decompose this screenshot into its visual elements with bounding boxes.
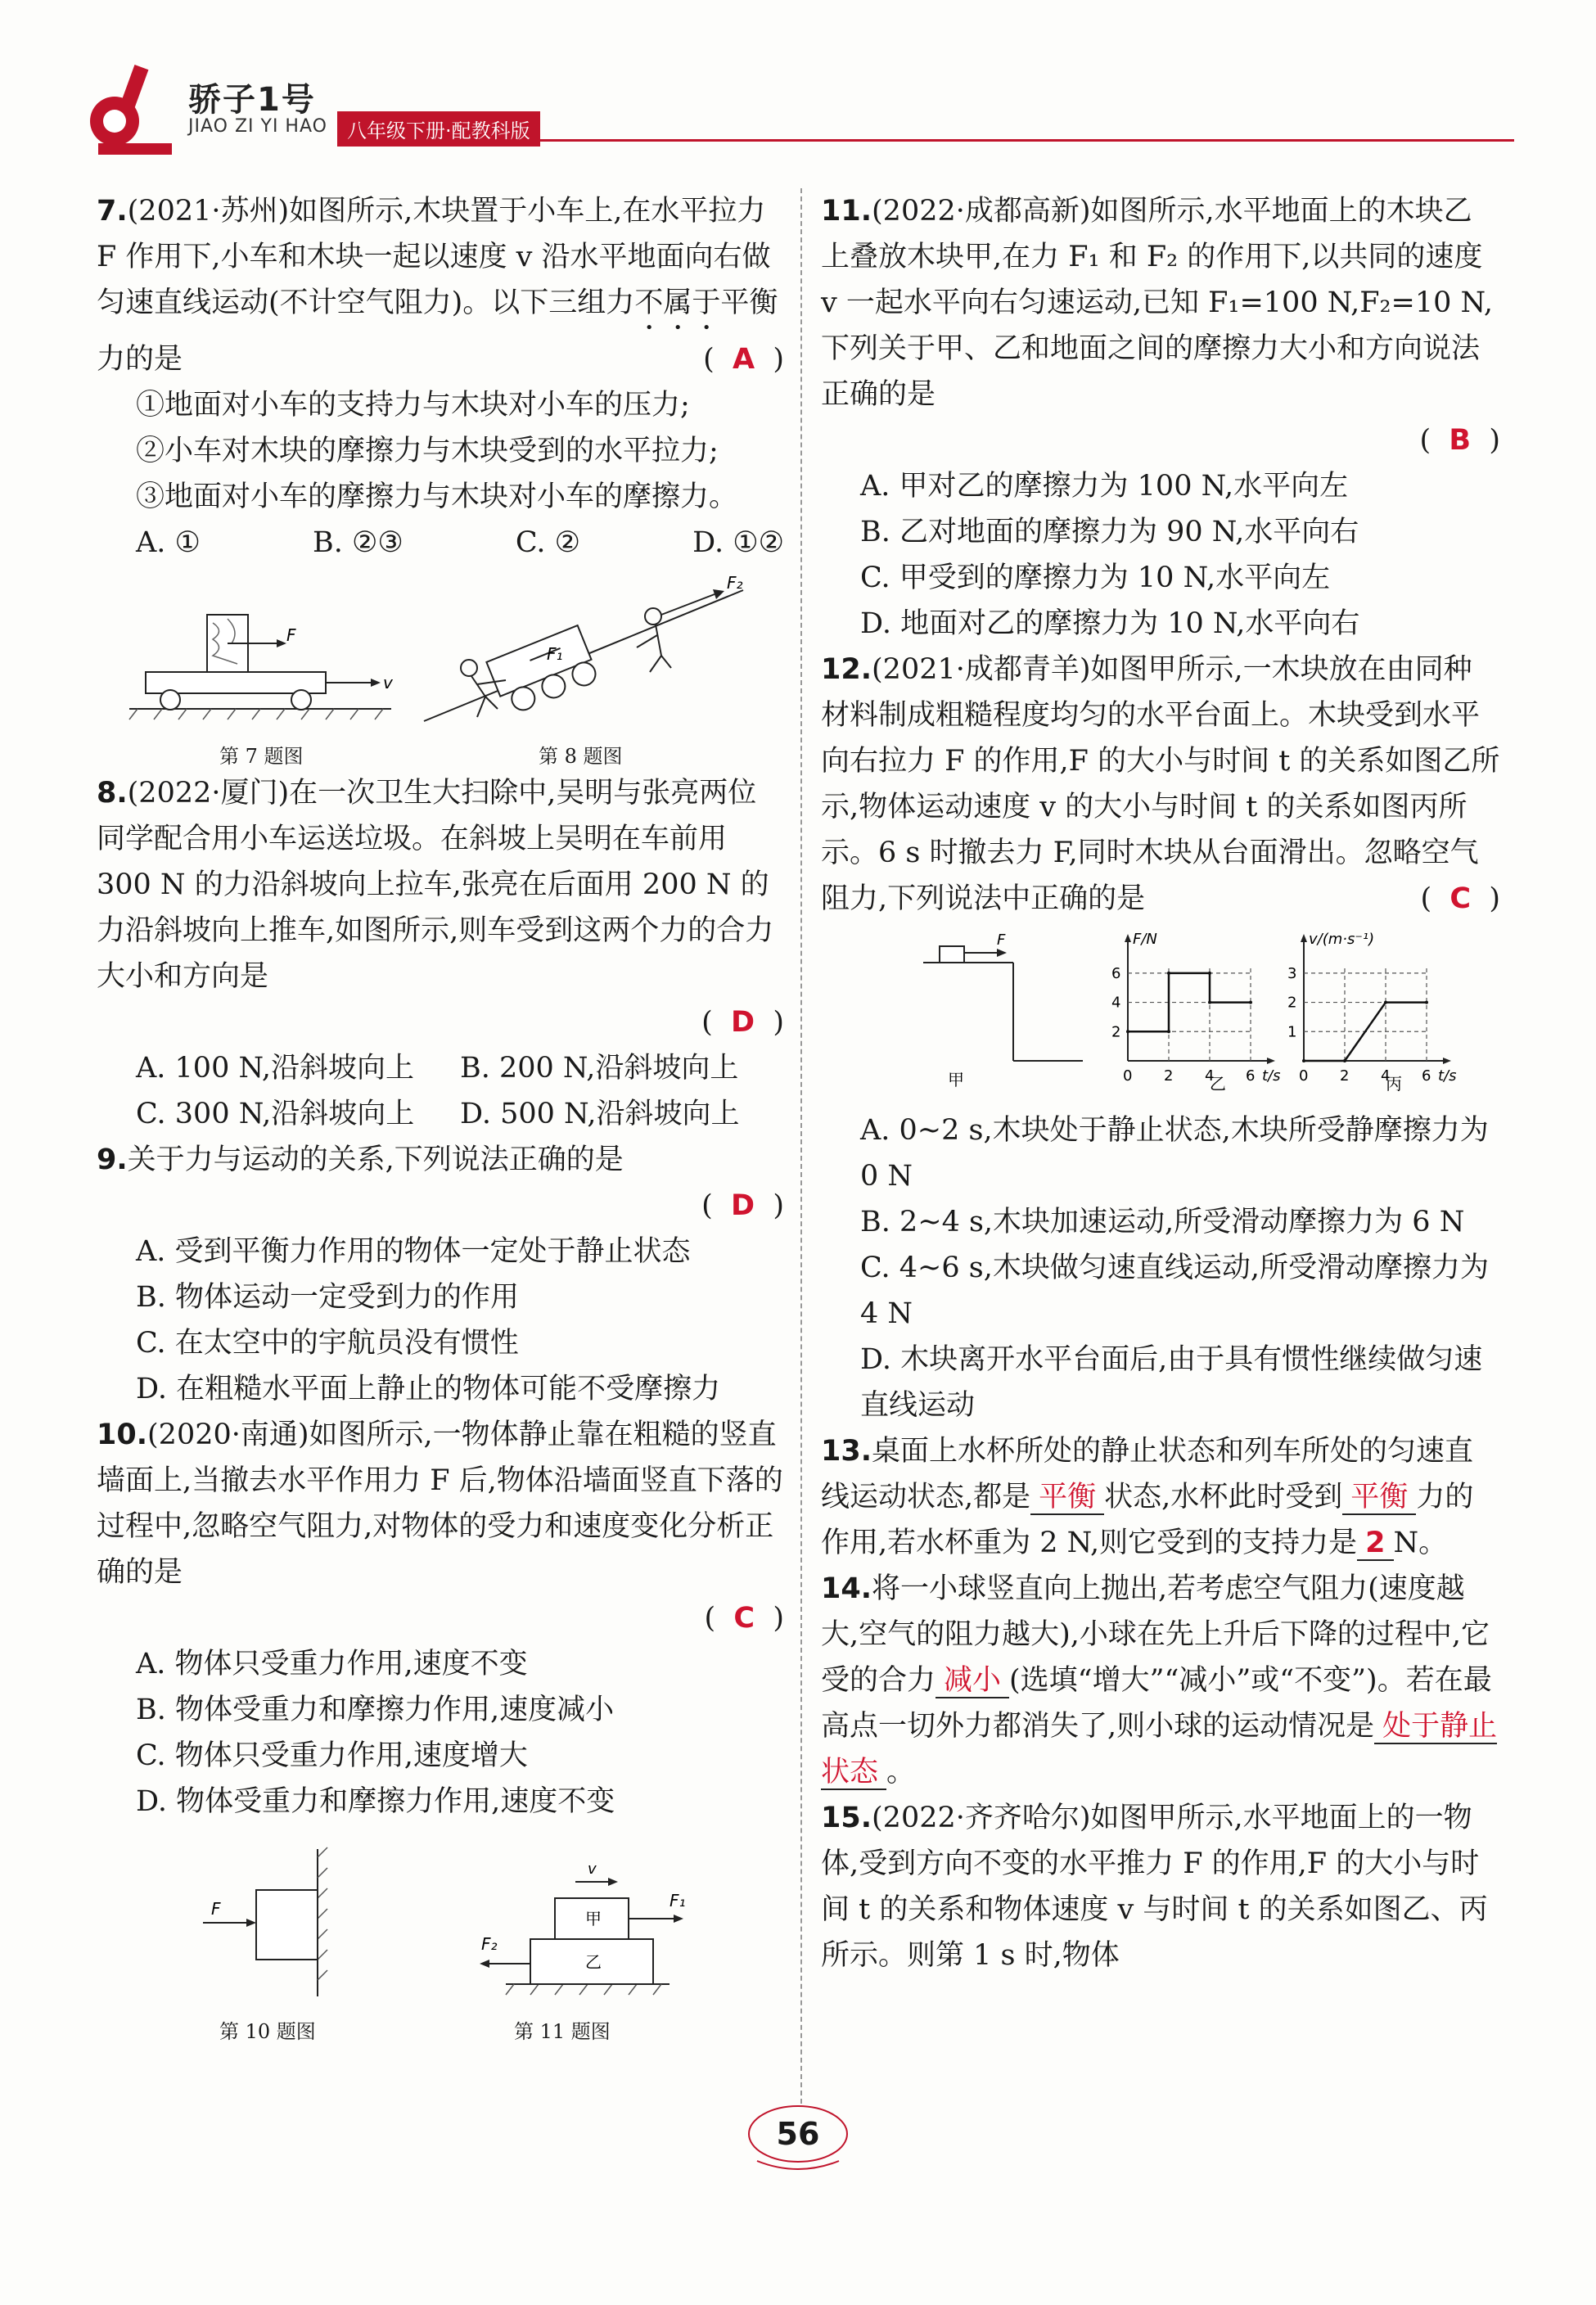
label-top-block: 甲: [585, 1909, 602, 1928]
y-axis-label: v/(m·s⁻¹): [1309, 931, 1375, 948]
option-d: D. ①②: [692, 526, 784, 559]
question-text: 。: [886, 1756, 916, 1789]
question-15: [821, 1795, 1500, 1978]
chart-F-t: [1111, 931, 1281, 1085]
option-d: D. 物体受重力和摩擦力作用,速度不变: [136, 1785, 615, 1818]
data-point: [1167, 972, 1170, 975]
data-point: [1208, 1001, 1211, 1004]
figure-10-11: [97, 1841, 784, 2005]
grade-badge: 八年级下册·配教科版: [337, 111, 540, 147]
question-stem: (2022·成都高新)如图所示,水平地面上的木块乙上叠放木块甲,在力 F₁ 和 F₂ 的作用下,以共同的速度 v 一起水平向右匀速运动,已知 F₁=100 N,F₂=10 N,下列关于甲、乙和地面之间的摩擦力大小和方向说法正确的是: [821, 195, 1494, 411]
option-a: A. ①: [136, 526, 201, 559]
question-13: [821, 1428, 1500, 1566]
label-F1: F₁: [547, 644, 563, 664]
label-F1: F₁: [670, 1891, 686, 1910]
options-row: [97, 1045, 784, 1091]
data-point: [1343, 1059, 1346, 1062]
question-stem: 关于力与运动的关系,下列说法正确的是: [127, 1143, 624, 1176]
question-text: 状态,水杯此时受到: [1104, 1481, 1343, 1513]
y-tick-label: 1: [1287, 1023, 1297, 1041]
x-tick-label: 4: [1205, 1067, 1215, 1085]
x-tick-label: 0: [1299, 1067, 1309, 1085]
question-stem: (2021·苏州)如图所示,木块置于小车上,在水平拉力 F 作用下,小车和木块一起以速度 v 沿水平地面向右做匀速直线运动(不计空气阻力)。以下三组力: [97, 195, 771, 319]
answer-blank: 平衡: [1342, 1481, 1416, 1515]
question-number: 14.: [821, 1572, 872, 1605]
question-stem: (2022·厦门)在一次卫生大扫除中,吴明与张亮两位同学配合用小车运送垃圾。在斜坡上吴明在车前用 300 N 的力沿斜坡向上拉车,张亮在后面用 200 N 的力沿斜坡向上推车,如图所示,则车受到这两个力的合力大小和方向是: [97, 777, 774, 993]
label-F: F: [286, 625, 296, 645]
y-tick-label: 4: [1111, 994, 1121, 1012]
x-tick-label: 2: [1164, 1067, 1174, 1085]
option-b: B. 物体受重力和摩擦力作用,速度减小: [136, 1694, 615, 1726]
option-c: C. 300 N,沿斜坡向上: [136, 1098, 415, 1130]
x-tick-label: 6: [1246, 1067, 1256, 1085]
x-tick-label: 0: [1123, 1067, 1133, 1085]
option-d: D. 木块离开水平台面后,由于具有惯性继续做匀速直线运动: [860, 1343, 1483, 1422]
brand-pinyin: JIAO ZI YI HAO: [188, 116, 327, 137]
data-point: [1384, 1001, 1387, 1004]
question-text: 将一小球竖直向上抛出,若考虑空气阻力(速度越大,空气的阻力越大),小球在先上升后下降的过程中,它受的合力: [821, 1572, 1490, 1697]
x-tick-label: 2: [1340, 1067, 1350, 1085]
option-b: B. 乙对地面的摩擦力为 90 N,水平向右: [860, 516, 1359, 548]
option-d: D. 500 N,沿斜坡向上: [460, 1098, 740, 1130]
option-c: C. 4~6 s,木块做匀速直线运动,所受滑动摩擦力为 4 N: [860, 1252, 1489, 1330]
label-bottom-block: 乙: [585, 1952, 602, 1972]
y-tick-label: 2: [1111, 1023, 1121, 1041]
x-axis-label: t/s: [1438, 1067, 1457, 1085]
fig-label-bing: 丙: [1386, 1074, 1402, 1094]
y-axis-arrow: [1125, 934, 1131, 942]
question-number: 10.: [97, 1419, 148, 1451]
microscope-logo-icon: [82, 57, 180, 164]
question-9: [97, 1137, 784, 1412]
question-7: [97, 188, 784, 566]
answer-choice: C: [733, 1602, 755, 1635]
y-tick-label: 2: [1287, 994, 1297, 1012]
list-item: ③地面对小车的摩擦力与木块对小车的摩擦力。: [136, 480, 738, 513]
y-axis-arrow: [1301, 934, 1307, 942]
question-text: (选填“增大”“减小”或“不变”)。若在最高点一切外力都消失了,则小球的运动情况是: [821, 1664, 1492, 1743]
list-item: ①地面对小车的支持力与木块对小车的压力;: [136, 389, 690, 422]
option-b: B. 物体运动一定受到力的作用: [136, 1281, 519, 1314]
figure-8-caption: 第 8 题图: [539, 745, 623, 768]
option-a: A. 0~2 s,木块处于静止状态,木块所受静摩擦力为 0 N: [860, 1114, 1489, 1193]
answer-blank: 减小: [936, 1664, 1009, 1698]
x-tick-label: 4: [1381, 1067, 1391, 1085]
option-b: B. 2~4 s,木块加速运动,所受滑动摩擦力为 6 N: [860, 1206, 1465, 1238]
answer-choice: D: [731, 1006, 755, 1039]
answer-choice: D: [731, 1189, 755, 1222]
x-tick-label: 6: [1422, 1067, 1431, 1085]
answer-paren: ( A ): [703, 343, 784, 376]
emphasis-text: 不属于: [634, 286, 721, 319]
question-8: [97, 770, 784, 1137]
question-text: N。: [1393, 1527, 1448, 1559]
data-point: [1208, 972, 1211, 975]
x-axis-arrow: [1443, 1058, 1451, 1064]
y-axis-label: F/N: [1133, 931, 1157, 948]
figures-10-11: [97, 1841, 784, 2043]
answer-blank: 2: [1357, 1527, 1393, 1561]
question-number: 7.: [97, 195, 128, 228]
option-a: A. 甲对乙的摩擦力为 100 N,水平向左: [860, 470, 1349, 503]
figures-7-8: [97, 566, 784, 770]
question-14: [821, 1566, 1500, 1795]
figure-10-caption: 第 10 题图: [219, 2020, 316, 2043]
option-b: B. 200 N,沿斜坡向上: [460, 1052, 739, 1085]
data-point: [1425, 1001, 1428, 1004]
question-12: [821, 647, 1500, 1428]
right-column: [821, 188, 1500, 1978]
data-point: [1126, 1030, 1129, 1033]
label-F2: F₂: [481, 1934, 498, 1954]
option-c: C. 甲受到的摩擦力为 10 N,水平向左: [860, 562, 1331, 594]
question-number: 12.: [821, 653, 872, 686]
x-axis-label: t/s: [1262, 1067, 1281, 1085]
question-number: 8.: [97, 777, 128, 810]
list-item: ②小车对木块的摩擦力与木块受到的水平拉力;: [136, 435, 719, 467]
answer-paren: ( C ): [97, 1595, 784, 1641]
answer-paren: ( D ): [97, 1183, 784, 1229]
question-number: 11.: [821, 195, 872, 228]
label-v: v: [383, 673, 393, 692]
figure-11-caption: 第 11 题图: [514, 2020, 611, 2043]
chart-v-t: [1287, 931, 1457, 1085]
y-tick-label: 3: [1287, 964, 1297, 982]
figure-7-caption: 第 7 题图: [219, 745, 304, 768]
option-d: D. 地面对乙的摩擦力为 10 N,水平向右: [860, 607, 1360, 640]
question-stem: (2020·南通)如图所示,一物体静止靠在粗糙的竖直墙面上,当撤去水平作用力 F 后,物体沿墙面竖直下落的过程中,忽略空气阻力,对物体的受力和速度变化分析正确的是: [97, 1419, 783, 1589]
x-axis-arrow: [1267, 1058, 1275, 1064]
question-stem-end: 平衡力的是: [97, 286, 778, 376]
option-a: A. 受到平衡力作用的物体一定处于静止状态: [136, 1235, 691, 1268]
option-c: C. ②: [515, 526, 581, 559]
data-point: [1249, 1001, 1252, 1004]
question-stem: (2021·成都青羊)如图甲所示,一木块放在由同种材料制成粗糙程度均匀的水平台面上。木块受到水平向右拉力 F 的作用,F 的大小与时间 t 的关系如图乙所示,物体运动速度 v 的大小与时间 t 的关系如图丙所示。6 s 时撤去力 F,同时木块从台面滑出。忽略空气阻力,下列说法中正确的是: [821, 653, 1500, 915]
label-F: F: [997, 931, 1006, 949]
data-point: [1167, 1030, 1170, 1033]
question-number: 15.: [821, 1802, 872, 1834]
options-row: [97, 1091, 784, 1137]
answer-choice: C: [1449, 882, 1472, 915]
answer-blank: 平衡: [1030, 1481, 1104, 1515]
label-F: F: [211, 1899, 221, 1919]
option-a: A. 100 N,沿斜坡向上: [136, 1052, 414, 1085]
left-column: [97, 188, 784, 2043]
figure-7-cart: [97, 566, 784, 729]
answer-paren: ( D ): [97, 999, 784, 1045]
brand-name: 骄子1号: [188, 81, 316, 119]
answer-choice: A: [733, 343, 755, 376]
option-b: B. ②③: [313, 526, 404, 559]
label-F2: F₂: [727, 573, 743, 593]
answer-paren: ( C ): [1420, 882, 1500, 915]
question-stem: (2022·齐齐哈尔)如图甲所示,水平地面上的一物体,受到方向不变的水平推力 F 的作用,F 的大小与时间 t 的关系和物体速度 v 与时间 t 的关系如图乙、丙所示。则第 1 s 时,物体: [821, 1802, 1488, 1972]
label-v: v: [588, 1861, 597, 1878]
column-divider: [800, 188, 802, 2104]
fig-label-yi: 乙: [1210, 1074, 1226, 1094]
question-text: 力的作用,若水杯重为 2 N,则它受到的支持力是: [821, 1481, 1474, 1559]
fig-label-jia: 甲: [948, 1070, 964, 1089]
option-c: C. 物体只受重力作用,速度增大: [136, 1739, 528, 1772]
options-row: [97, 520, 784, 566]
data-point: [1302, 1059, 1305, 1062]
answer-paren: ( B ): [821, 417, 1500, 463]
page-number: 56: [776, 2116, 820, 2152]
option-a: A. 物体只受重力作用,速度不变: [136, 1648, 528, 1680]
figure-12-jia: [923, 931, 1083, 1089]
figure-12: [821, 922, 1500, 1094]
question-number: 13.: [821, 1435, 872, 1468]
y-tick-label: 6: [1111, 964, 1121, 982]
answer-choice: B: [1449, 424, 1472, 457]
option-c: C. 在太空中的宇航员没有惯性: [136, 1327, 519, 1360]
question-10: [97, 1412, 784, 1825]
option-d: D. 在粗糙水平面上静止的物体可能不受摩擦力: [136, 1373, 721, 1405]
question-number: 9.: [97, 1143, 128, 1176]
answer-blank: 处于静止状态: [821, 1710, 1498, 1789]
page-header: [82, 57, 1514, 172]
header-rule: [540, 139, 1514, 142]
question-11: [821, 188, 1500, 647]
question-text: 桌面上水杯所处的静止状态和列车所处的匀速直线运动状态,都是: [821, 1435, 1474, 1513]
